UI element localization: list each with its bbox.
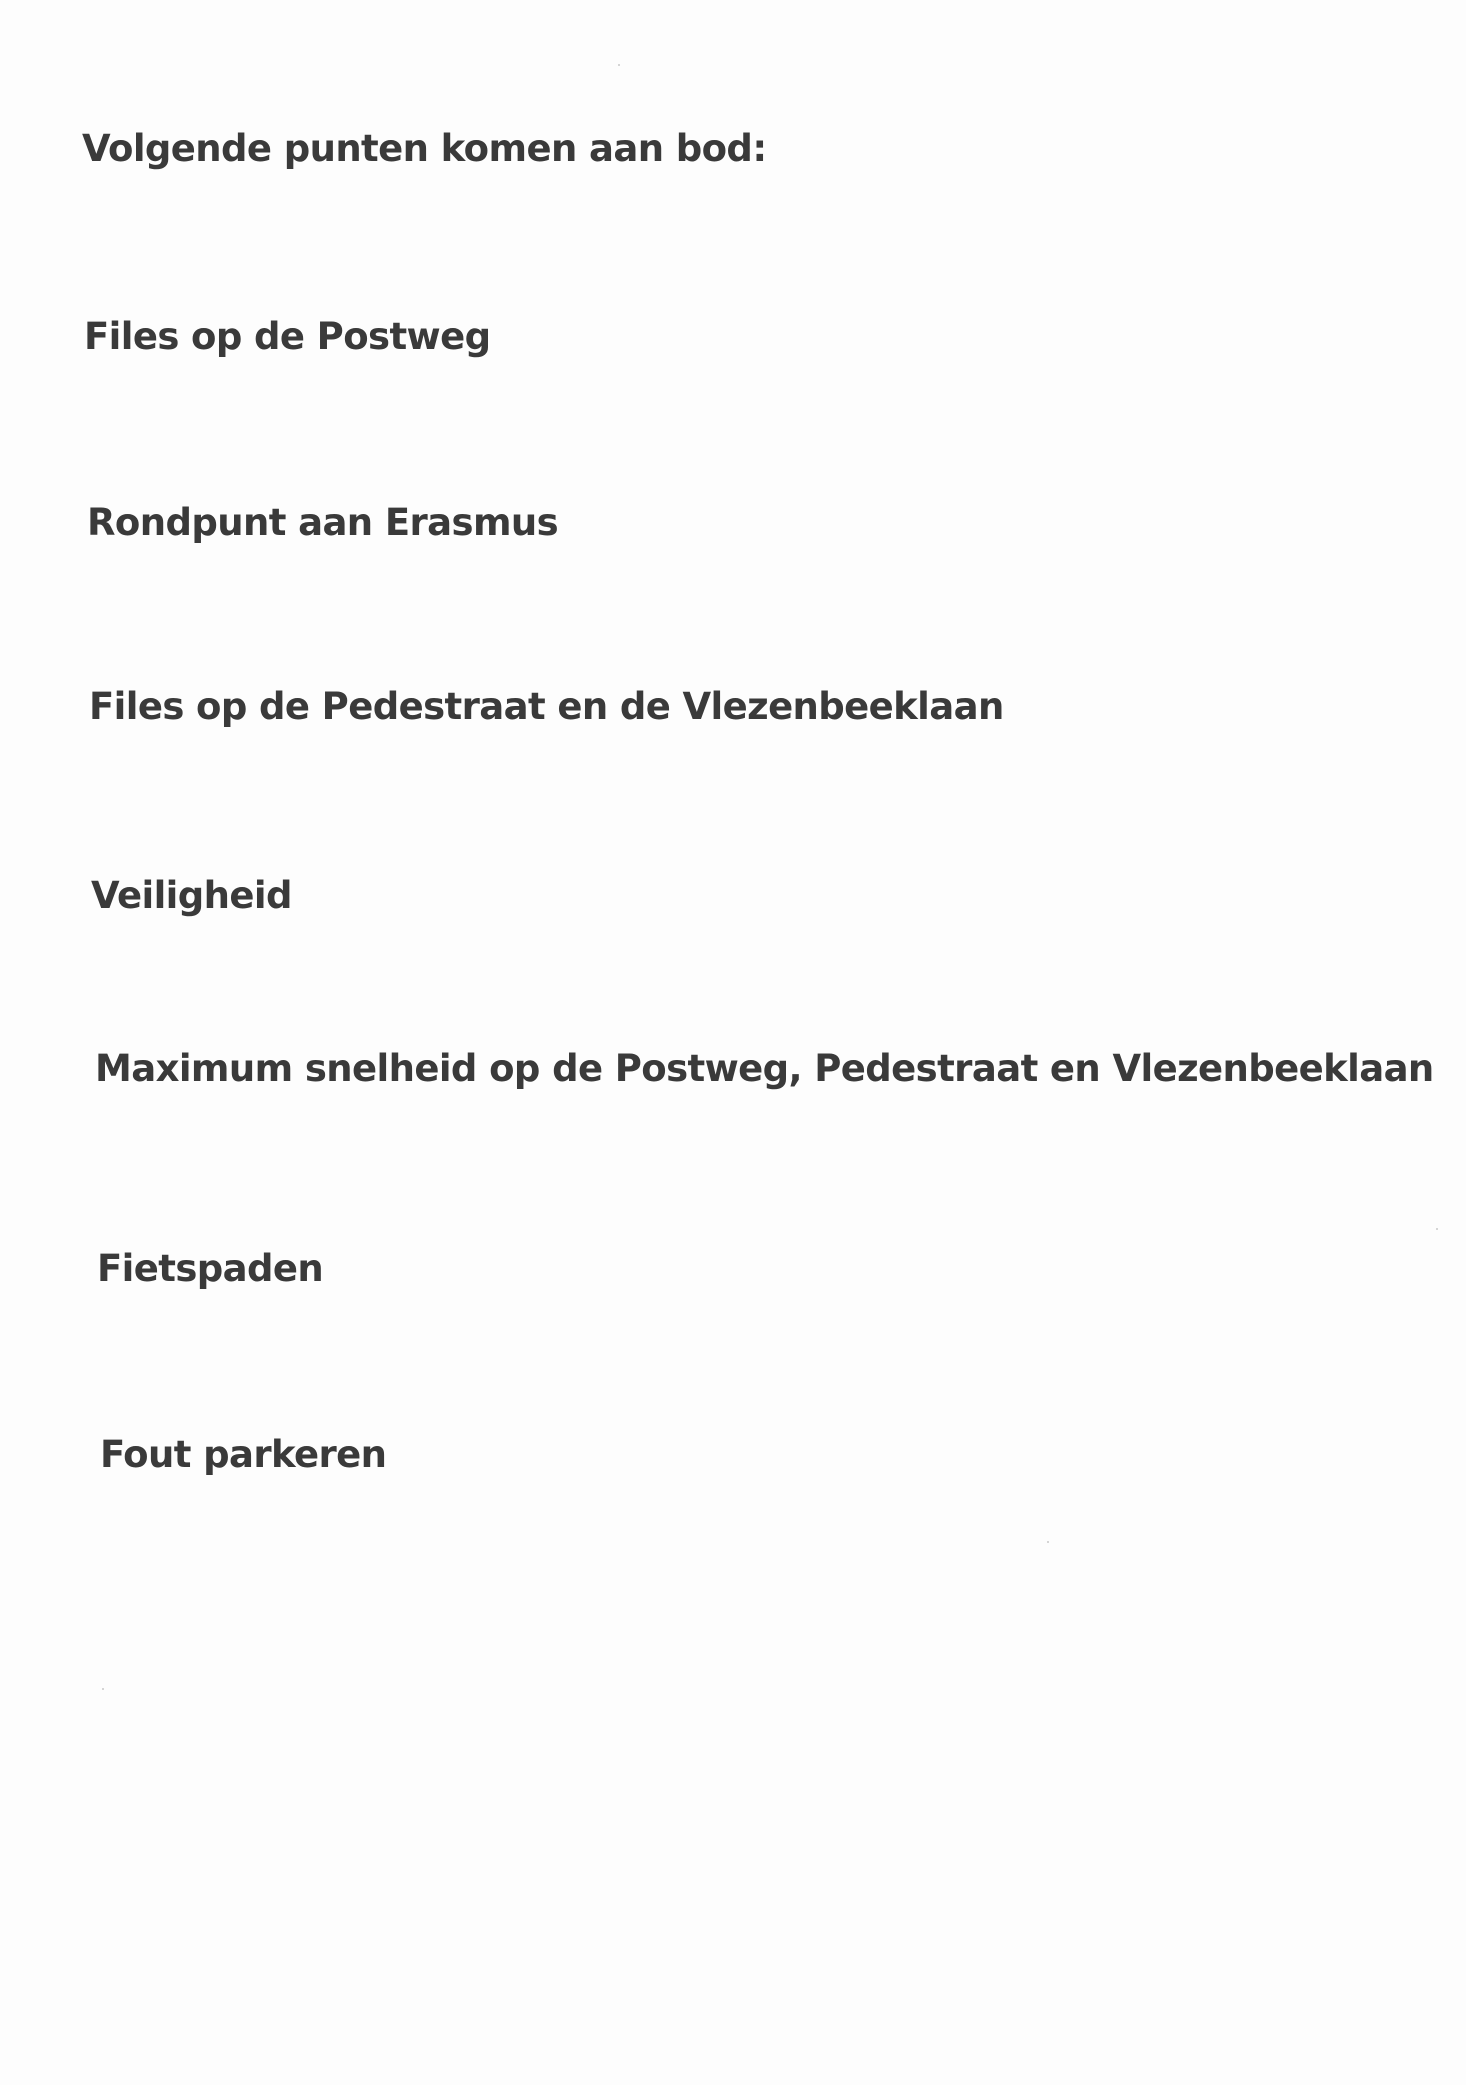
list-item: Files op de Pedestraat en de Vlezenbeeklaan (89, 685, 1004, 728)
scan-speck (102, 1688, 104, 1690)
list-item: Maximum snelheid op de Postweg, Pedestraat en Vlezenbeeklaan (95, 1047, 1434, 1090)
page-heading: Volgende punten komen aan bod: (82, 127, 767, 170)
list-item: Files op de Postweg (84, 315, 491, 358)
scan-speck (1436, 1228, 1438, 1230)
list-item: Rondpunt aan Erasmus (87, 501, 559, 544)
scan-speck (1047, 1541, 1049, 1543)
list-item: Veiligheid (91, 874, 292, 917)
scan-speck (618, 64, 620, 66)
list-item: Fout parkeren (100, 1433, 387, 1476)
list-item: Fietspaden (97, 1247, 324, 1290)
